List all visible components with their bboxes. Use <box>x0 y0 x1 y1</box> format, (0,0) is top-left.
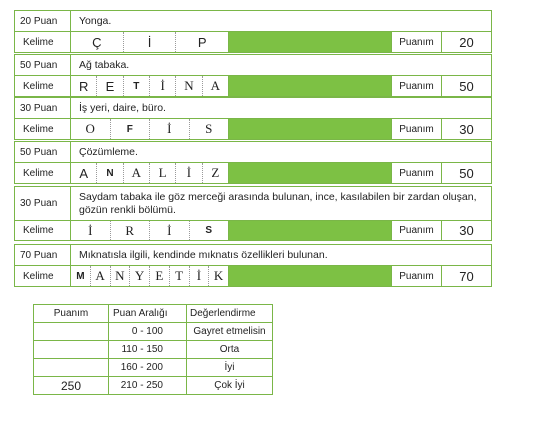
letter-box[interactable]: A <box>71 163 97 183</box>
score-value: 30 <box>441 221 491 240</box>
letter-box[interactable]: S <box>205 225 213 236</box>
row-score <box>34 359 109 377</box>
word-label: Kelime <box>23 36 54 48</box>
answer-row <box>14 220 492 241</box>
row-score <box>34 341 109 359</box>
clue-text: Mıknatısla ilgili, kendinde mıknatıs özellikleri bulunan. <box>70 245 491 265</box>
answer-row <box>14 162 492 184</box>
letter-box[interactable]: S <box>205 121 213 136</box>
points-label: 30 Puan <box>20 198 58 209</box>
score-label: Puanım <box>391 163 441 183</box>
letter-box[interactable]: O <box>71 119 111 139</box>
progress-bar <box>228 119 391 139</box>
letter-boxes[interactable] <box>70 76 228 96</box>
score-value: 20 <box>441 32 491 52</box>
column-header-evaluation: Değerlendirme <box>187 305 273 323</box>
evaluation-table <box>33 304 273 395</box>
letter-box[interactable]: İ <box>150 76 176 96</box>
row-result: İyi <box>187 359 273 377</box>
score-value: 30 <box>441 119 491 139</box>
letter-boxes[interactable] <box>70 221 228 240</box>
word-label: Kelime <box>23 167 54 179</box>
letter-box[interactable]: Y <box>130 266 150 286</box>
clue-row <box>14 54 492 76</box>
word-label: Kelime <box>23 270 54 282</box>
table-row <box>34 359 273 377</box>
letter-box[interactable]: A <box>91 266 111 286</box>
letter-box[interactable]: R <box>71 76 97 96</box>
letter-box[interactable]: Ç <box>71 32 124 52</box>
letter-boxes[interactable] <box>70 266 228 286</box>
points-label: 70 Puan <box>20 249 58 261</box>
table-row <box>34 377 273 395</box>
letter-box[interactable]: K <box>213 268 224 283</box>
answer-row <box>14 118 492 140</box>
column-header-range: Puan Aralığı <box>109 305 187 323</box>
clue-text: Ağ tabaka. <box>70 55 491 75</box>
score-label: Puanım <box>391 32 441 52</box>
clue-row <box>14 186 492 221</box>
letter-box[interactable]: A <box>210 78 220 93</box>
letter-box[interactable]: E <box>150 266 170 286</box>
score-value: 50 <box>441 163 491 183</box>
table-header-row <box>34 305 273 323</box>
letter-box[interactable]: N <box>176 76 202 96</box>
word-label: Kelime <box>23 123 54 135</box>
column-header-score: Puanım <box>34 305 109 323</box>
word-label: Kelime <box>23 80 54 92</box>
letter-box[interactable]: İ <box>176 163 202 183</box>
letter-box[interactable]: R <box>111 221 151 240</box>
letter-box[interactable]: İ <box>150 119 190 139</box>
row-range: 0 - 100 <box>109 323 187 341</box>
letter-box[interactable]: İ <box>124 32 177 52</box>
row-score: 250 <box>34 377 109 395</box>
score-value: 70 <box>441 266 491 286</box>
letter-box[interactable]: L <box>150 163 176 183</box>
row-range: 210 - 250 <box>109 377 187 395</box>
letter-box[interactable]: N <box>111 266 131 286</box>
score-label: Puanım <box>391 119 441 139</box>
points-label: 50 Puan <box>20 59 58 71</box>
clue-text: İş yeri, daire, büro. <box>70 98 491 118</box>
clue-row <box>14 141 492 163</box>
letter-boxes[interactable] <box>70 119 228 139</box>
clue-row <box>14 97 492 119</box>
row-result: Gayret etmelisin <box>187 323 273 341</box>
letter-box[interactable]: M <box>71 266 91 286</box>
row-range: 160 - 200 <box>109 359 187 377</box>
clue-text: Yonga. <box>70 11 491 31</box>
clue-text: Çözümleme. <box>70 142 491 162</box>
points-label: 30 Puan <box>20 102 58 114</box>
points-label: 50 Puan <box>20 146 58 158</box>
score-value: 50 <box>441 76 491 96</box>
word-label: Kelime <box>23 225 54 236</box>
clue-row <box>14 244 492 266</box>
answer-row <box>14 31 492 53</box>
row-score <box>34 323 109 341</box>
answer-row <box>14 75 492 97</box>
clue-text: Saydam tabaka ile göz merceği arasında bulunan, ince, kasılabilen bir zardan oluşan, gözün renkli bölümü. <box>70 187 491 220</box>
row-result: Çok İyi <box>187 377 273 395</box>
letter-box[interactable]: N <box>97 163 123 183</box>
letter-box[interactable]: T <box>124 76 150 96</box>
letter-box[interactable]: E <box>97 76 123 96</box>
progress-bar <box>228 266 391 286</box>
letter-box[interactable]: İ <box>150 221 190 240</box>
letter-box[interactable]: İ <box>190 266 210 286</box>
score-label: Puanım <box>391 76 441 96</box>
points-label: 20 Puan <box>20 15 58 27</box>
progress-bar <box>228 32 391 52</box>
progress-bar <box>228 76 391 96</box>
table-row <box>34 323 273 341</box>
row-result: Orta <box>187 341 273 359</box>
letter-box[interactable]: F <box>111 119 151 139</box>
letter-box[interactable]: T <box>170 266 190 286</box>
progress-bar <box>228 221 391 240</box>
progress-bar <box>228 163 391 183</box>
letter-boxes[interactable] <box>70 32 228 52</box>
letter-box[interactable]: İ <box>71 221 111 240</box>
answer-row <box>14 265 492 287</box>
letter-box[interactable]: P <box>197 34 207 50</box>
letter-box[interactable]: A <box>124 163 150 183</box>
row-range: 110 - 150 <box>109 341 187 359</box>
score-label: Puanım <box>391 266 441 286</box>
clue-row <box>14 10 492 32</box>
letter-box[interactable]: Z <box>211 165 220 180</box>
table-row <box>34 341 273 359</box>
letter-boxes[interactable] <box>70 163 228 183</box>
score-label: Puanım <box>391 221 441 240</box>
